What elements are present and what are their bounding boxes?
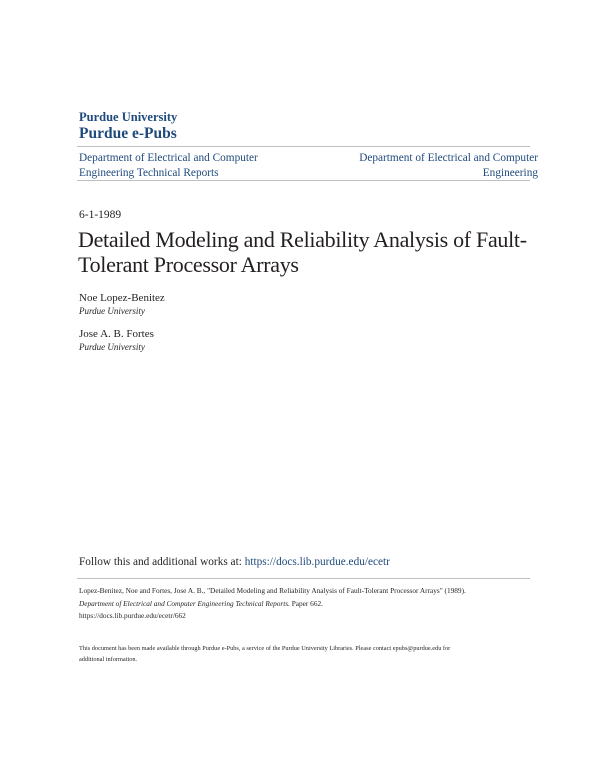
follow-text: Follow this and additional works at: [79,556,245,568]
series-link-line1: Department of Electrical and Computer [79,152,258,164]
author-affiliation: Purdue University [79,342,145,352]
follow-line [79,555,390,569]
title-line1: Detailed Modeling and Reliability Analysis of Fault- [78,227,527,252]
citation-text: Lopez-Benitez, Noe and Fortes, Jose A. B., "Detailed Modeling and Reliability Analysis of Fault-Tolerant Processor Arrays" (1989). [79,586,466,595]
citation-source [79,598,531,611]
recommended-citation [79,585,531,623]
citation-url[interactable]: https://docs.lib.purdue.edu/ecetr/662 [79,611,186,620]
author-affiliation: Purdue University [79,306,145,316]
epubs-notice [79,643,529,665]
publication-date: 6-1-1989 [79,209,122,221]
notice-line2: additional information. [79,656,138,663]
collection-link[interactable]: https://docs.lib.purdue.edu/ecetr [244,556,390,568]
university-name: Purdue University [79,110,178,124]
title-line2: Tolerant Processor Arrays [78,252,299,277]
author-name: Jose A. B. Fortes [79,328,154,340]
citation-journal: Department of Electrical and Computer Engineering Technical Reports. [79,598,290,608]
divider-middle [77,180,530,181]
divider-top [77,146,530,147]
document-title [78,227,538,277]
department-link-line2: Engineering [482,166,538,179]
department-link-line1: Department of Electrical and Computer [359,152,538,164]
repository-name[interactable]: Purdue e-Pubs [79,125,177,142]
author-name: Noe Lopez-Benitez [79,292,165,304]
divider-bottom [77,578,530,579]
citation-paper: Paper 662. [289,598,323,608]
repository-header [79,110,177,143]
author-block [79,328,154,353]
series-link[interactable] [79,151,279,180]
series-link-line2: Engineering Technical Reports [79,166,219,179]
author-block [79,292,165,317]
department-link[interactable] [338,151,538,180]
notice-line1: This document has been made available through Purdue e-Pubs, a service of the Purdue University Libraries. Please contact epubs@purdue.edu for [79,645,451,652]
